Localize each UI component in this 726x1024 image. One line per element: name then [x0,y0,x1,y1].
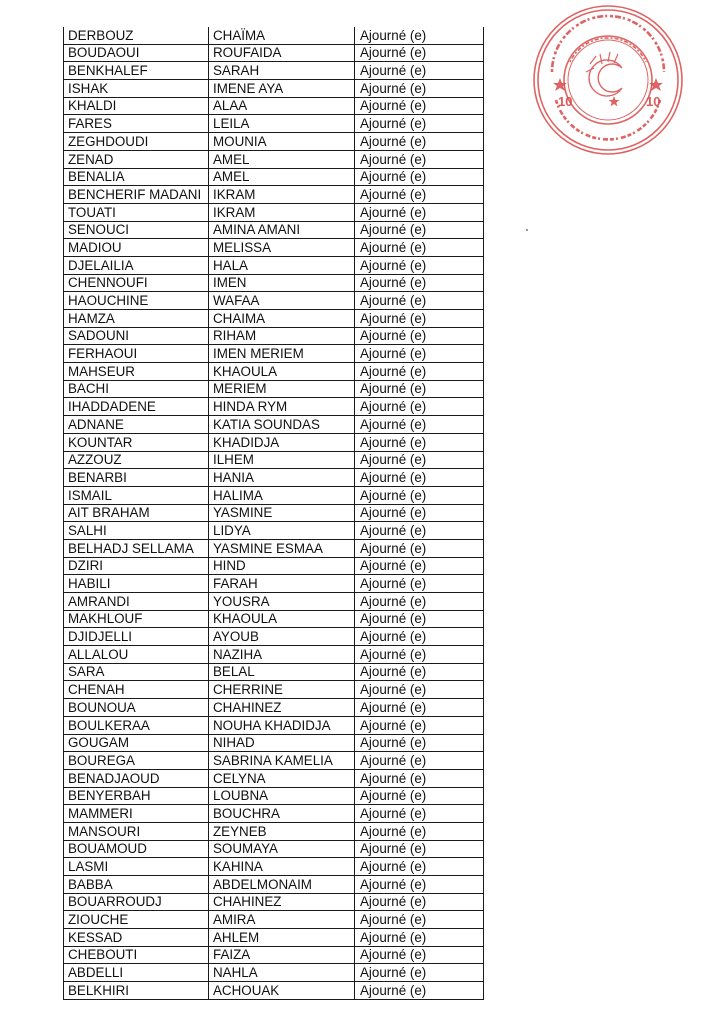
first-name-cell: MOUNIA [209,133,355,151]
last-name-cell: FERHAOUI [64,345,209,363]
table-row [64,292,484,310]
first-name-cell: AMINA AMANI [209,221,355,239]
last-name-cell: ISMAIL [64,486,209,504]
first-name-cell: KHAOULA [209,363,355,381]
decision-cell: Ajourné (e) [355,911,484,929]
first-name-cell: HINDA RYM [209,398,355,416]
decision-cell: Ajourné (e) [355,221,484,239]
last-name-cell: HAMZA [64,310,209,328]
table-row [64,133,484,151]
first-name-cell: LEILA [209,115,355,133]
last-name-cell: HABILI [64,575,209,593]
table-row [64,893,484,911]
table-row [64,787,484,805]
last-name-cell: GOUGAM [64,734,209,752]
first-name-cell: ABDELMONAIM [209,876,355,894]
last-name-cell: ADNANE [64,416,209,434]
last-name-cell: BENADJAOUD [64,769,209,787]
table-row [64,345,484,363]
decision-cell: Ajourné (e) [355,646,484,664]
first-name-cell: LOUBNA [209,787,355,805]
last-name-cell: ZEGHDOUDI [64,133,209,151]
decision-cell: Ajourné (e) [355,858,484,876]
table-row [64,327,484,345]
last-name-cell: MAMMERI [64,805,209,823]
last-name-cell: LASMI [64,858,209,876]
table-row [64,150,484,168]
table-row [64,44,484,62]
first-name-cell: ZEYNEB [209,822,355,840]
last-name-cell: BENARBI [64,469,209,487]
decision-cell: Ajourné (e) [355,699,484,717]
table-row [64,769,484,787]
last-name-cell: SARA [64,663,209,681]
table-row [64,256,484,274]
first-name-cell: CHAIMA [209,310,355,328]
first-name-cell: NAHLA [209,964,355,982]
table-row [64,663,484,681]
decision-cell: Ajourné (e) [355,539,484,557]
last-name-cell: TOUATI [64,203,209,221]
table-row [64,398,484,416]
decision-cell: Ajourné (e) [355,769,484,787]
first-name-cell: IKRAM [209,203,355,221]
first-name-cell: AMEL [209,150,355,168]
decision-cell: Ajourné (e) [355,504,484,522]
first-name-cell: IMEN MERIEM [209,345,355,363]
table-row [64,363,484,381]
first-name-cell: HIND [209,557,355,575]
stamp-number-right: 10 [646,94,661,109]
table-row [64,699,484,717]
last-name-cell: CHENNOUFI [64,274,209,292]
table-row [64,239,484,257]
first-name-cell: BOUCHRA [209,805,355,823]
table-row [64,486,484,504]
first-name-cell: CHAHINEZ [209,699,355,717]
last-name-cell: BOUAMOUD [64,840,209,858]
table-row [64,274,484,292]
stamp-number-left: 10 [558,94,573,109]
last-name-cell: KHALDI [64,97,209,115]
first-name-cell: CELYNA [209,769,355,787]
decision-cell: Ajourné (e) [355,628,484,646]
table-row [64,646,484,664]
first-name-cell: HALA [209,256,355,274]
table-row [64,911,484,929]
decision-cell: Ajourné (e) [355,964,484,982]
decision-cell: Ajourné (e) [355,610,484,628]
table-row [64,840,484,858]
last-name-cell: HAOUCHINE [64,292,209,310]
results-table-body [64,27,484,999]
table-row [64,946,484,964]
decision-cell: Ajourné (e) [355,451,484,469]
decision-cell: Ajourné (e) [355,416,484,434]
first-name-cell: SARAH [209,62,355,80]
decision-cell: Ajourné (e) [355,982,484,1000]
decision-cell: Ajourné (e) [355,256,484,274]
last-name-cell: BOUARROUDJ [64,893,209,911]
table-row [64,628,484,646]
last-name-cell: DERBOUZ [64,27,209,44]
last-name-cell: AMRANDI [64,593,209,611]
decision-cell: Ajourné (e) [355,752,484,770]
decision-cell: Ajourné (e) [355,876,484,894]
decision-cell: Ajourné (e) [355,363,484,381]
first-name-cell: IKRAM [209,186,355,204]
last-name-cell: SALHI [64,522,209,540]
first-name-cell: MELISSA [209,239,355,257]
first-name-cell: KHADIDJA [209,433,355,451]
first-name-cell: FAIZA [209,946,355,964]
decision-cell: Ajourné (e) [355,433,484,451]
table-row [64,610,484,628]
decision-cell: Ajourné (e) [355,893,484,911]
last-name-cell: ZIOUCHE [64,911,209,929]
last-name-cell: BENCHERIF MADANI [64,186,209,204]
decision-cell: Ajourné (e) [355,734,484,752]
table-row [64,416,484,434]
last-name-cell: ALLALOU [64,646,209,664]
decision-cell: Ajourné (e) [355,522,484,540]
table-row [64,716,484,734]
table-row [64,822,484,840]
last-name-cell: SADOUNI [64,327,209,345]
last-name-cell: MADIOU [64,239,209,257]
last-name-cell: BENYERBAH [64,787,209,805]
table-row [64,876,484,894]
table-row [64,539,484,557]
last-name-cell: FARES [64,115,209,133]
last-name-cell: BELHADJ SELLAMA [64,539,209,557]
last-name-cell: CHENAH [64,681,209,699]
first-name-cell: MERIEM [209,380,355,398]
decision-cell: Ajourné (e) [355,469,484,487]
first-name-cell: AMEL [209,168,355,186]
first-name-cell: AMIRA [209,911,355,929]
last-name-cell: BENALIA [64,168,209,186]
last-name-cell: BOUREGA [64,752,209,770]
last-name-cell: CHEBOUTI [64,946,209,964]
scan-speck [526,229,528,231]
last-name-cell: BOUNOUA [64,699,209,717]
first-name-cell: IMENE AYA [209,80,355,98]
decision-cell: Ajourné (e) [355,80,484,98]
decision-cell: Ajourné (e) [355,593,484,611]
table-row [64,221,484,239]
decision-cell: Ajourné (e) [355,787,484,805]
table-row [64,557,484,575]
decision-cell: Ajourné (e) [355,203,484,221]
decision-cell: Ajourné (e) [355,186,484,204]
last-name-cell: ISHAK [64,80,209,98]
first-name-cell: YOUSRA [209,593,355,611]
decision-cell: Ajourné (e) [355,168,484,186]
first-name-cell: HALIMA [209,486,355,504]
last-name-cell: DJIDJELLI [64,628,209,646]
decision-cell: Ajourné (e) [355,575,484,593]
decision-cell: Ajourné (e) [355,150,484,168]
last-name-cell: BABBA [64,876,209,894]
first-name-cell: CHAHINEZ [209,893,355,911]
table-row [64,469,484,487]
table-row [64,858,484,876]
decision-cell: Ajourné (e) [355,681,484,699]
decision-cell: Ajourné (e) [355,62,484,80]
first-name-cell: AYOUB [209,628,355,646]
decision-cell: Ajourné (e) [355,27,484,44]
first-name-cell: CHAÏMA [209,27,355,44]
first-name-cell: ALAA [209,97,355,115]
table-row [64,593,484,611]
last-name-cell: IHADDADENE [64,398,209,416]
last-name-cell: AZZOUZ [64,451,209,469]
last-name-cell: DZIRI [64,557,209,575]
table-row [64,97,484,115]
last-name-cell: ABDELLI [64,964,209,982]
decision-cell: Ajourné (e) [355,327,484,345]
decision-cell: Ajourné (e) [355,133,484,151]
decision-cell: Ajourné (e) [355,44,484,62]
first-name-cell: ILHEM [209,451,355,469]
last-name-cell: BENKHALEF [64,62,209,80]
decision-cell: Ajourné (e) [355,557,484,575]
last-name-cell: ZENAD [64,150,209,168]
decision-cell: Ajourné (e) [355,380,484,398]
decision-cell: Ajourné (e) [355,716,484,734]
table-row [64,27,484,44]
last-name-cell: DJELAILIA [64,256,209,274]
decision-cell: Ajourné (e) [355,310,484,328]
first-name-cell: AHLEM [209,929,355,947]
first-name-cell: BELAL [209,663,355,681]
table-row [64,186,484,204]
first-name-cell: RIHAM [209,327,355,345]
first-name-cell: WAFAA [209,292,355,310]
decision-cell: Ajourné (e) [355,805,484,823]
table-row [64,982,484,1000]
decision-cell: Ajourné (e) [355,292,484,310]
first-name-cell: KATIA SOUNDAS [209,416,355,434]
decision-cell: Ajourné (e) [355,115,484,133]
table-row [64,380,484,398]
table-row [64,310,484,328]
first-name-cell: SOUMAYA [209,840,355,858]
decision-cell: Ajourné (e) [355,486,484,504]
table-row [64,62,484,80]
last-name-cell: KESSAD [64,929,209,947]
first-name-cell: ACHOUAK [209,982,355,1000]
first-name-cell: SABRINA KAMELIA [209,752,355,770]
decision-cell: Ajourné (e) [355,274,484,292]
last-name-cell: MAKHLOUF [64,610,209,628]
first-name-cell: NIHAD [209,734,355,752]
table-row [64,575,484,593]
first-name-cell: IMEN [209,274,355,292]
table-row [64,168,484,186]
last-name-cell: AIT BRAHAM [64,504,209,522]
decision-cell: Ajourné (e) [355,840,484,858]
first-name-cell: KAHINA [209,858,355,876]
first-name-cell: YASMINE [209,504,355,522]
table-row [64,805,484,823]
last-name-cell: BACHI [64,380,209,398]
last-name-cell: MAHSEUR [64,363,209,381]
table-row [64,504,484,522]
table-row [64,964,484,982]
first-name-cell: FARAH [209,575,355,593]
last-name-cell: BOUDAOUI [64,44,209,62]
first-name-cell: KHAOULA [209,610,355,628]
decision-cell: Ajourné (e) [355,239,484,257]
last-name-cell: BELKHIRI [64,982,209,1000]
table-row [64,433,484,451]
first-name-cell: CHERRINE [209,681,355,699]
decision-cell: Ajourné (e) [355,663,484,681]
table-row [64,203,484,221]
first-name-cell: LIDYA [209,522,355,540]
decision-cell: Ajourné (e) [355,822,484,840]
decision-cell: Ajourné (e) [355,345,484,363]
first-name-cell: YASMINE ESMAA [209,539,355,557]
table-row [64,80,484,98]
first-name-cell: NOUHA KHADIDJA [209,716,355,734]
table-row [64,115,484,133]
decision-cell: Ajourné (e) [355,946,484,964]
table-row [64,522,484,540]
first-name-cell: HANIA [209,469,355,487]
decision-cell: Ajourné (e) [355,929,484,947]
table-row [64,451,484,469]
last-name-cell: BOULKERAA [64,716,209,734]
official-seal-icon [530,2,686,158]
last-name-cell: MANSOURI [64,822,209,840]
results-table [63,27,484,1000]
table-row [64,752,484,770]
first-name-cell: ROUFAIDA [209,44,355,62]
decision-cell: Ajourné (e) [355,97,484,115]
table-row [64,681,484,699]
table-row [64,734,484,752]
last-name-cell: SENOUCI [64,221,209,239]
last-name-cell: KOUNTAR [64,433,209,451]
first-name-cell: NAZIHA [209,646,355,664]
decision-cell: Ajourné (e) [355,398,484,416]
table-row [64,929,484,947]
